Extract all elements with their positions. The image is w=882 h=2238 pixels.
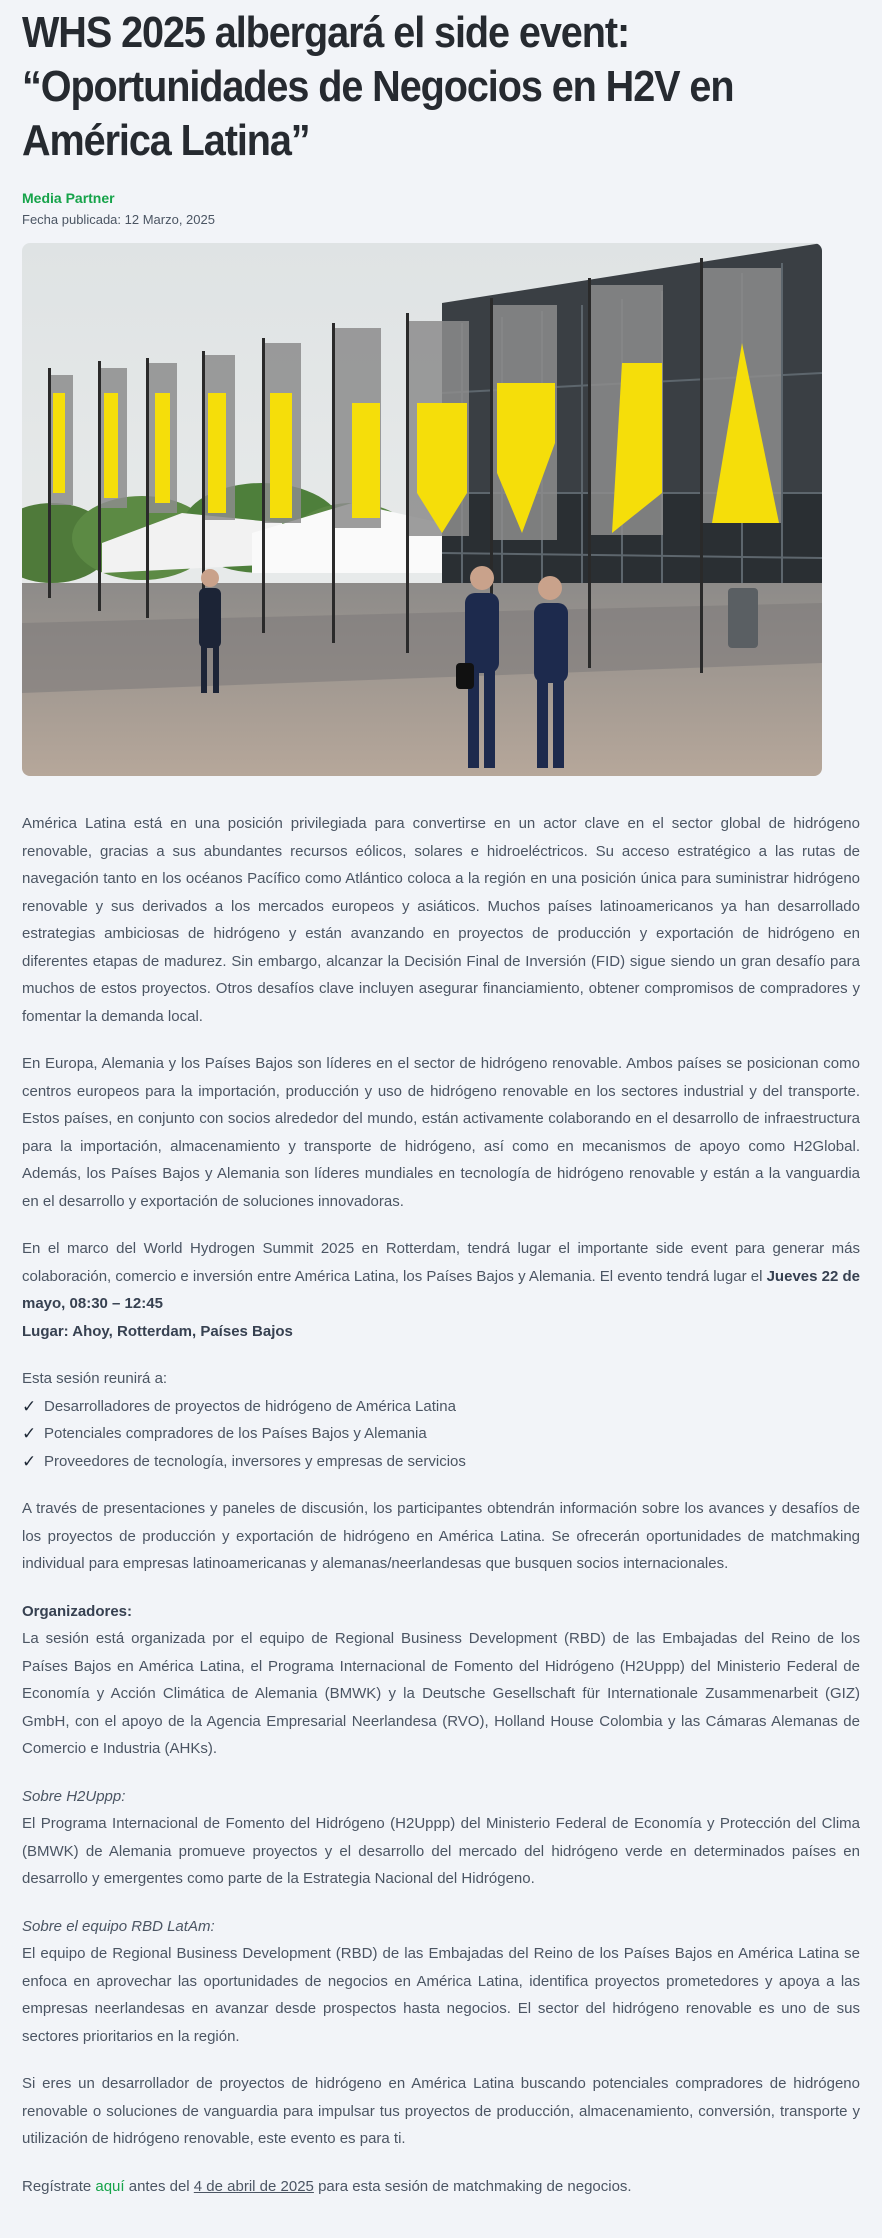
event-details-paragraph: [22, 1235, 860, 1345]
article-author[interactable]: Media Partner: [22, 190, 115, 206]
rbd-section: [22, 1913, 860, 2051]
checkmark-icon: ✓: [22, 1396, 37, 1416]
article-body: [22, 810, 860, 2200]
h2uppp-text: El Programa Internacional de Fomento del Hidrógeno (H2Uppp) del Ministerio Federal de Economía y Protección del Clima (BMWK) de Alemania promueve proyectos y el desarrollo del mercado del hidrógeno verde en determinados países en desarrollo y emergentes como parte de la Estrategia Nacional del Hidrógeno.: [22, 1815, 860, 1887]
rbd-text: El equipo de Regional Business Development (RBD) de las Embajadas del Reino de los Países Bajos en América Latina se enfoca en aprovechar las oportunidades de negocios en América Latina, identifica proyectos prometedores y apoya a las empresas neerlandesas en avanzar desde prospectos hasta negocios. El sector del hidrógeno renovable es uno de sus sectores prioritarios en la región.: [22, 1945, 860, 2045]
register-link[interactable]: aquí: [95, 2177, 125, 2195]
organizers-heading: Organizadores:: [22, 1602, 133, 1620]
h2uppp-section: [22, 1783, 860, 1893]
rbd-heading: Sobre el equipo RBD LatAm:: [22, 1917, 215, 1935]
session-section: [22, 1365, 860, 1393]
event-intro-text: En el marco del World Hydrogen Summit 2025 en Rotterdam, tendrá lugar el importante side event para generar más colaboración, comercio e inversión entre América Latina, los Países Bajos y Alemania. El evento tendrá lugar el: [22, 1240, 860, 1285]
checkmark-icon: ✓: [22, 1424, 37, 1443]
event-date: Jueves 22 de mayo, 08:30 – 12:45: [22, 1267, 860, 1312]
hero-image: [22, 243, 822, 776]
session-intro: Esta sesión reunirá a:: [22, 1370, 168, 1387]
deadline-link[interactable]: 4 de abril de 2025: [193, 2177, 314, 2195]
list-item: ✓ Desarrolladores de proyectos de hidrógeno de América Latina: [22, 1393, 860, 1421]
paragraph: Si eres un desarrollador de proyectos de hidrógeno en América Latina buscando potenciales compradores de hidrógeno renovable o soluciones de vanguardia para impulsar tus proyectos de producción, almacenamiento, conversión, transporte y utilización de hidrógeno renovable, este evento es para ti.: [22, 2075, 860, 2147]
h2uppp-heading: Sobre H2Uppp:: [22, 1787, 126, 1805]
article-title: WHS 2025 albergará el side event: “Oportunidades de Negocios en H2V en América Latina”: [22, 8, 734, 165]
organizers-section: [22, 1598, 860, 1763]
session-list: [22, 1393, 860, 1476]
checkmark-icon: ✓: [22, 1451, 37, 1471]
paragraph: A través de presentaciones y paneles de discusión, los participantes obtendrán información sobre los avances y desafíos de los proyectos de producción y exportación de hidrógeno en América Latina. Se ofrecerán oportunidades de matchmaking individual para empresas latinoamericanas y alemanas/neerlandesas que busquen socios internacionales.: [22, 1500, 860, 1572]
list-item: ✓ Proveedores de tecnología, inversores y empresas de servicios: [22, 1448, 860, 1476]
publish-date: Fecha publicada: 12 Marzo, 2025: [22, 212, 215, 227]
paragraph: América Latina está en una posición privilegiada para convertirse en un actor clave en el sector global de hidrógeno renovable, gracias a sus abundantes recursos eólicos, solares e hidroeléctricos. Su acceso estratégico a las rutas de navegación tanto en los océanos Pacífico como Atlántico coloca a la región en una posición única para suministrar hidrógeno renovable y sus derivados a los mercados europeos y asiáticos. Muchos países latinoamericanos ya han desarrollado estrategias ambiciosas de hidrógeno y están avanzando en proyectos de producción y exportación de hidrógeno en diferentes etapas de madurez. Sin embargo, alcanzar la Decisión Final de Inversión (FID) sigue siendo un gran desafío para muchos de estos proyectos. Otros desafíos clave incluyen asegurar financiamiento, obtener compromisos de compradores y fomentar la demanda local.: [22, 815, 860, 1025]
paragraph: En Europa, Alemania y los Países Bajos son líderes en el sector de hidrógeno renovable. Ambos países se posicionan como centros europeos para la importación, producción y uso de hidrógeno renovable en los sectores industrial y del transporte. Estos países, en conjunto con socios alrededor del mundo, están activamente colaborando en el desarrollo de infraestructura para la importación, almacenamiento y transporte de hidrógeno, así como en mecanismos de apoyo como H2Global. Además, los Países Bajos y Alemania son líderes mundiales en tecnología de hidrógeno renovable y están a la vanguardia en el desarrollo y exportación de soluciones innovadoras.: [22, 1055, 860, 1210]
organizers-text: La sesión está organizada por el equipo de Regional Business Development (RBD) de las Embajadas del Reino de los Países Bajos en América Latina, el Programa Internacional de Fomento del Hidrógeno (H2Uppp) del Ministerio Federal de Economía y Acción Climática de Alemania (BMWK) y la Deutsche Gesellschaft für Internationale Zusammenarbeit (GIZ) GmbH, con el apoyo de la Agencia Empresarial Neerlandesa (RVO), Holland House Colombia y las Cámaras Alemanas de Comercio e Industria (AHKs).: [22, 1630, 860, 1757]
register-paragraph: Regístrate aquí antes del 4 de abril de 2025 para esta sesión de matchmaking de negocios.: [22, 2177, 632, 2195]
list-item: ✓ Potenciales compradores de los Países Bajos y Alemania: [22, 1420, 860, 1448]
event-place: Lugar: Ahoy, Rotterdam, Países Bajos: [22, 1322, 293, 1340]
